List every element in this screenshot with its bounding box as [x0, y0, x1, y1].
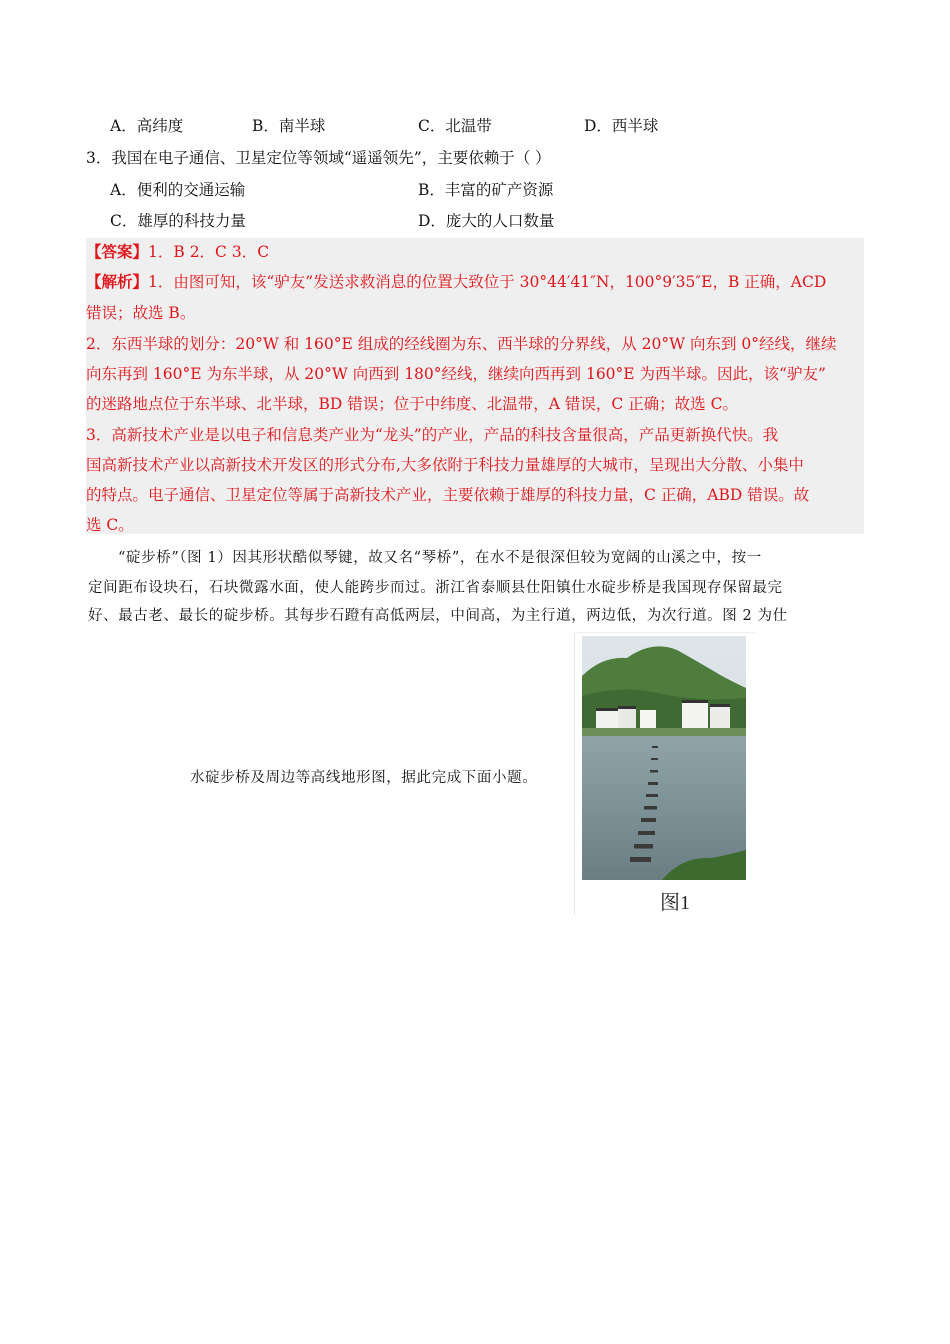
q3-option-b: B．丰富的矿产资源	[418, 181, 554, 199]
answer-label: 【答案】	[86, 242, 149, 261]
analysis-line-1: 【解析】1．由图可知，该“驴友”发送求救消息的位置大致位于 30°44′41″N，100°9′35″E，B 正确，ACD	[86, 272, 827, 291]
analysis-line-8: 的特点。电子通信、卫星定位等属于高新技术产业，主要依赖于雄厚的科技力量，C 正确，ABD 错误。故	[86, 486, 810, 504]
analysis-line-7: 国高新技术产业以高新技术开发区的形式分布,大多依附于科技力量雄厚的大城市，呈现出大分散、小集中	[86, 456, 804, 474]
q3-option-c: C．雄厚的科技力量	[110, 212, 246, 230]
q2-option-b: B．南半球	[252, 117, 326, 135]
analysis-line-9: 选 C。	[86, 516, 134, 534]
q2-option-a: A．高纬度	[110, 117, 184, 135]
answer-text: 1．B 2．C 3．C	[148, 243, 270, 261]
q3-option-d: D．庞大的人口数量	[418, 212, 555, 230]
passage-line-1: “碇步桥”（图 1）因其形状酷似琴键，故又名“琴桥”，在水不是很深但较为宽阔的山溪之中，按一	[118, 550, 762, 566]
analysis-line-4: 向东再到 160°E 为东半球，从 20°W 向西到 180°经线，继续向西再到 160°E 为西半球。因此，该“驴友”	[86, 365, 826, 383]
answer-line	[86, 242, 269, 262]
passage-line-4: 水碇步桥及周边等高线地形图，据此完成下面小题。	[190, 770, 538, 786]
q3-option-a: A．便利的交通运输	[110, 181, 246, 199]
analysis-line-5: 的迷路地点位于东半球、北半球，BD 错误；位于中纬度、北温带，A 错误，C 正确；故选 C。	[86, 395, 738, 413]
passage-line-3: 好、最古老、最长的碇步桥。其每步石蹬有高低两层，中间高，为主行道，两边低，为次行道。图 2 为仕	[88, 608, 788, 624]
analysis-line-2: 错误；故选 B。	[86, 304, 196, 322]
analysis-label: 【解析】	[86, 272, 149, 291]
analysis-line-3: 2．东西半球的划分：20°W 和 160°E 组成的经线圈为东、西半球的分界线，从 20°W 向东到 0°经线，继续	[86, 335, 837, 353]
analysis-line-6: 3．高新技术产业是以电子和信息类产业为“龙头”的产业，产品的科技含量很高，产品更新换代快。我	[86, 426, 779, 444]
figure-1-caption: 图1	[660, 892, 690, 914]
passage-line-2: 定间距布设块石，石块微露水面，使人能跨步而过。浙江省泰顺县仕阳镇仕水碇步桥是我国现存保留最完	[88, 580, 783, 596]
q3-stem: 3．我国在电子通信、卫星定位等领域“遥遥领先”，主要依赖于（ ）	[86, 149, 551, 167]
figure-1-photo	[582, 636, 746, 880]
q2-option-d: D．西半球	[584, 117, 659, 135]
q2-option-c: C．北温带	[418, 117, 492, 135]
